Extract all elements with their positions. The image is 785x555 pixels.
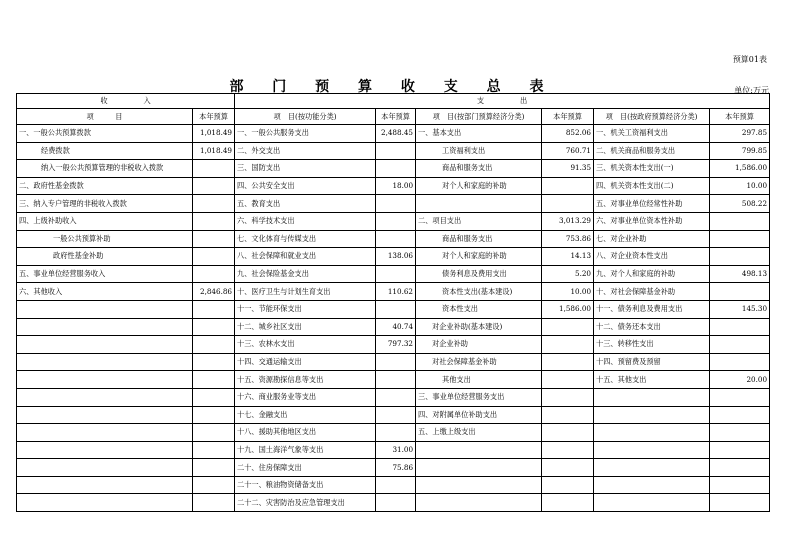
gov-econ-budget-header: 本年预算 [710, 109, 770, 125]
gov-econ-budget-cell [710, 476, 770, 494]
func-budget-cell [376, 212, 416, 230]
income-item-cell: 政府性基金补助 [17, 248, 193, 266]
income-budget-cell [193, 248, 235, 266]
gov-econ-item-cell [594, 441, 710, 459]
income-budget-cell [193, 371, 235, 389]
income-item-cell [17, 371, 193, 389]
func-budget-cell [376, 406, 416, 424]
budget-table [16, 93, 770, 512]
income-item-cell: 四、上级补助收入 [17, 212, 193, 230]
dept-econ-item-cell: 四、对附属单位补助支出 [416, 406, 542, 424]
gov-econ-item-cell: 三、机关资本性支出(一) [594, 160, 710, 178]
income-budget-cell: 1,018.49 [193, 125, 235, 143]
gov-econ-budget-cell [710, 212, 770, 230]
func-budget-cell [376, 424, 416, 442]
income-budget-cell [193, 406, 235, 424]
table-row [17, 265, 770, 283]
dept-econ-item-cell [416, 441, 542, 459]
income-budget-cell [193, 177, 235, 195]
income-item-cell: 六、其他收入 [17, 283, 193, 301]
func-item-cell: 十二、城乡社区支出 [235, 318, 376, 336]
func-item-header: 项 目(按功能分类) [235, 109, 376, 125]
dept-econ-budget-cell [542, 441, 594, 459]
dept-econ-item-cell: 对企业补助(基本建设) [416, 318, 542, 336]
income-item-cell [17, 336, 193, 354]
gov-econ-item-cell: 二、机关商品和服务支出 [594, 142, 710, 160]
income-budget-cell [193, 336, 235, 354]
func-budget-cell: 75.86 [376, 459, 416, 477]
func-item-cell: 十三、农林水支出 [235, 336, 376, 354]
income-item-cell [17, 441, 193, 459]
dept-econ-budget-cell [542, 371, 594, 389]
dept-econ-budget-cell [542, 353, 594, 371]
func-item-cell: 二、外交支出 [235, 142, 376, 160]
income-item-cell [17, 406, 193, 424]
income-item-cell: 一、一般公共预算拨款 [17, 125, 193, 143]
func-item-cell: 十六、商业服务业等支出 [235, 388, 376, 406]
table-row [17, 283, 770, 301]
func-item-cell: 二十二、灾害防治及应急管理支出 [235, 494, 376, 512]
func-item-cell: 十四、交通运输支出 [235, 353, 376, 371]
gov-econ-budget-cell [710, 336, 770, 354]
income-budget-header: 本年预算 [193, 109, 235, 125]
table-row [17, 125, 770, 143]
income-budget-cell [193, 441, 235, 459]
gov-econ-item-cell [594, 388, 710, 406]
dept-econ-budget-cell [542, 424, 594, 442]
gov-econ-budget-cell [710, 318, 770, 336]
func-budget-cell [376, 230, 416, 248]
table-row [17, 230, 770, 248]
func-item-cell: 五、教育支出 [235, 195, 376, 213]
dept-econ-budget-cell [542, 336, 594, 354]
dept-econ-budget-cell: 91.35 [542, 160, 594, 178]
gov-econ-item-cell: 四、机关资本性支出(二) [594, 177, 710, 195]
dept-econ-budget-header: 本年预算 [542, 109, 594, 125]
income-item-cell [17, 459, 193, 477]
dept-econ-budget-cell: 1,586.00 [542, 300, 594, 318]
gov-econ-budget-cell: 1,586.00 [710, 160, 770, 178]
income-item-cell: 三、纳入专户管理的非税收入拨款 [17, 195, 193, 213]
dept-econ-budget-cell: 3,013.29 [542, 212, 594, 230]
dept-econ-item-cell: 三、事业单位经营服务支出 [416, 388, 542, 406]
income-budget-cell [193, 388, 235, 406]
income-budget-cell: 1,018.49 [193, 142, 235, 160]
gov-econ-item-cell: 十三、转移性支出 [594, 336, 710, 354]
gov-econ-budget-cell [710, 459, 770, 477]
income-budget-cell [193, 494, 235, 512]
gov-econ-budget-cell [710, 230, 770, 248]
dept-econ-item-cell: 对个人和家庭的补助 [416, 177, 542, 195]
gov-econ-budget-cell: 297.85 [710, 125, 770, 143]
table-row [17, 388, 770, 406]
income-item-header: 项 目 [17, 109, 193, 125]
income-budget-cell [193, 230, 235, 248]
table-row [17, 195, 770, 213]
page-title: 部 门 预 算 收 支 总 表 [229, 79, 556, 95]
gov-econ-item-cell: 十、对社会保障基金补助 [594, 283, 710, 301]
func-item-cell: 六、科学技术支出 [235, 212, 376, 230]
dept-econ-item-cell: 一、基本支出 [416, 125, 542, 143]
dept-econ-item-cell: 其他支出 [416, 371, 542, 389]
dept-econ-budget-cell [542, 494, 594, 512]
func-budget-cell [376, 494, 416, 512]
gov-econ-item-cell: 十五、其他支出 [594, 371, 710, 389]
func-budget-cell [376, 388, 416, 406]
table-row [17, 318, 770, 336]
gov-econ-budget-cell: 20.00 [710, 371, 770, 389]
gov-econ-item-cell [594, 476, 710, 494]
func-budget-cell [376, 142, 416, 160]
func-item-cell: 十五、资源勘探信息等支出 [235, 371, 376, 389]
func-item-cell: 三、国防支出 [235, 160, 376, 178]
income-budget-cell [193, 424, 235, 442]
dept-econ-item-cell [416, 494, 542, 512]
dept-econ-item-cell: 工资福利支出 [416, 142, 542, 160]
dept-econ-budget-cell: 14.13 [542, 248, 594, 266]
func-item-cell: 七、文化体育与传媒支出 [235, 230, 376, 248]
table-row [17, 441, 770, 459]
income-item-cell [17, 424, 193, 442]
table-row [17, 336, 770, 354]
income-item-cell [17, 318, 193, 336]
dept-econ-item-cell [416, 476, 542, 494]
func-item-cell: 十九、国土海洋气象等支出 [235, 441, 376, 459]
gov-econ-budget-cell [710, 388, 770, 406]
gov-econ-item-cell: 五、对事业单位经常性补助 [594, 195, 710, 213]
func-item-cell: 八、社会保障和就业支出 [235, 248, 376, 266]
dept-econ-item-cell: 五、上缴上级支出 [416, 424, 542, 442]
gov-econ-item-header: 项 目(按政府预算经济分类) [594, 109, 710, 125]
func-budget-cell: 138.06 [376, 248, 416, 266]
income-item-cell: 纳入一般公共预算管理的非税收入拨款 [17, 160, 193, 178]
dept-econ-budget-cell: 852.06 [542, 125, 594, 143]
table-row [17, 371, 770, 389]
income-item-cell: 五、事业单位经营服务收入 [17, 265, 193, 283]
dept-econ-item-cell: 对个人和家庭的补助 [416, 248, 542, 266]
income-budget-cell [193, 300, 235, 318]
gov-econ-item-cell: 九、对个人和家庭的补助 [594, 265, 710, 283]
income-header: 收 入 [17, 94, 235, 109]
dept-econ-item-cell: 资本性支出 [416, 300, 542, 318]
income-item-cell [17, 388, 193, 406]
dept-econ-item-cell: 债务利息及费用支出 [416, 265, 542, 283]
dept-econ-item-cell: 对社会保障基金补助 [416, 353, 542, 371]
income-budget-cell [193, 318, 235, 336]
func-item-cell: 十七、金融支出 [235, 406, 376, 424]
func-item-cell: 十一、节能环保支出 [235, 300, 376, 318]
func-budget-cell: 2,488.45 [376, 125, 416, 143]
gov-econ-item-cell: 十二、债务还本支出 [594, 318, 710, 336]
func-budget-cell [376, 160, 416, 178]
gov-econ-budget-cell [710, 248, 770, 266]
table-row [17, 353, 770, 371]
gov-econ-budget-cell [710, 494, 770, 512]
dept-econ-budget-cell [542, 459, 594, 477]
func-item-cell: 十八、援助其他地区支出 [235, 424, 376, 442]
gov-econ-item-cell: 七、对企业补助 [594, 230, 710, 248]
income-item-cell [17, 494, 193, 512]
gov-econ-item-cell: 六、对事业单位资本性补助 [594, 212, 710, 230]
dept-econ-budget-cell: 760.71 [542, 142, 594, 160]
dept-econ-item-cell [416, 195, 542, 213]
func-budget-header: 本年预算 [376, 109, 416, 125]
func-item-cell: 九、社会保险基金支出 [235, 265, 376, 283]
func-budget-cell: 40.74 [376, 318, 416, 336]
gov-econ-item-cell [594, 494, 710, 512]
gov-econ-item-cell [594, 406, 710, 424]
gov-econ-budget-cell: 498.13 [710, 265, 770, 283]
table-row [17, 160, 770, 178]
dept-econ-item-cell: 二、项目支出 [416, 212, 542, 230]
form-number: 预算01表 [732, 55, 767, 64]
dept-econ-budget-cell: 10.00 [542, 283, 594, 301]
table-row [17, 494, 770, 512]
gov-econ-budget-cell [710, 406, 770, 424]
income-item-cell: 一般公共预算补助 [17, 230, 193, 248]
unit-label: 单位:万元 [734, 86, 769, 95]
func-budget-cell [376, 265, 416, 283]
gov-econ-item-cell [594, 424, 710, 442]
table-row [17, 212, 770, 230]
func-budget-cell [376, 371, 416, 389]
gov-econ-budget-cell: 508.22 [710, 195, 770, 213]
income-budget-cell [193, 195, 235, 213]
func-budget-cell: 18.00 [376, 177, 416, 195]
func-item-cell: 四、公共安全支出 [235, 177, 376, 195]
income-budget-cell [193, 476, 235, 494]
income-item-cell: 二、政府性基金拨款 [17, 177, 193, 195]
income-budget-cell [193, 212, 235, 230]
income-item-cell [17, 300, 193, 318]
dept-econ-item-cell: 资本性支出(基本建设) [416, 283, 542, 301]
income-item-cell [17, 476, 193, 494]
table-row [17, 177, 770, 195]
income-budget-cell [193, 353, 235, 371]
dept-econ-budget-cell [542, 318, 594, 336]
dept-econ-budget-cell: 753.86 [542, 230, 594, 248]
income-budget-cell: 2,846.86 [193, 283, 235, 301]
income-budget-cell [193, 265, 235, 283]
gov-econ-item-cell [594, 459, 710, 477]
income-item-cell [17, 353, 193, 371]
income-item-cell: 经费拨款 [17, 142, 193, 160]
gov-econ-item-cell: 十一、债务利息及费用支出 [594, 300, 710, 318]
expense-header: 支 出 [235, 94, 770, 109]
table-row [17, 476, 770, 494]
func-item-cell: 一、一般公共服务支出 [235, 125, 376, 143]
dept-econ-budget-cell [542, 476, 594, 494]
income-budget-cell [193, 459, 235, 477]
gov-econ-budget-cell [710, 353, 770, 371]
table-row [17, 424, 770, 442]
dept-econ-budget-cell [542, 406, 594, 424]
table-row [17, 406, 770, 424]
func-budget-cell [376, 195, 416, 213]
dept-econ-budget-cell [542, 195, 594, 213]
gov-econ-budget-cell: 799.85 [710, 142, 770, 160]
gov-econ-item-cell: 十四、预留费及预留 [594, 353, 710, 371]
gov-econ-budget-cell [710, 283, 770, 301]
dept-econ-item-cell: 商品和服务支出 [416, 230, 542, 248]
table-row [17, 300, 770, 318]
func-budget-cell: 110.62 [376, 283, 416, 301]
table-row [17, 142, 770, 160]
dept-econ-budget-cell [542, 177, 594, 195]
func-budget-cell [376, 300, 416, 318]
gov-econ-budget-cell [710, 424, 770, 442]
gov-econ-item-cell: 八、对企业资本性支出 [594, 248, 710, 266]
func-budget-cell: 797.32 [376, 336, 416, 354]
table-row [17, 248, 770, 266]
table-row [17, 459, 770, 477]
gov-econ-item-cell: 一、机关工资福利支出 [594, 125, 710, 143]
gov-econ-budget-cell [710, 441, 770, 459]
dept-econ-budget-cell [542, 388, 594, 406]
func-budget-cell [376, 353, 416, 371]
func-item-cell: 二十、住房保障支出 [235, 459, 376, 477]
gov-econ-budget-cell: 10.00 [710, 177, 770, 195]
dept-econ-budget-cell: 5.20 [542, 265, 594, 283]
dept-econ-item-header: 项 目(按部门预算经济分类) [416, 109, 542, 125]
func-budget-cell [376, 476, 416, 494]
dept-econ-item-cell: 对企业补助 [416, 336, 542, 354]
income-budget-cell [193, 160, 235, 178]
func-item-cell: 十、医疗卫生与计划生育支出 [235, 283, 376, 301]
dept-econ-item-cell: 商品和服务支出 [416, 160, 542, 178]
func-budget-cell: 31.00 [376, 441, 416, 459]
dept-econ-item-cell [416, 459, 542, 477]
func-item-cell: 二十一、粮油物资储备支出 [235, 476, 376, 494]
gov-econ-budget-cell: 145.30 [710, 300, 770, 318]
